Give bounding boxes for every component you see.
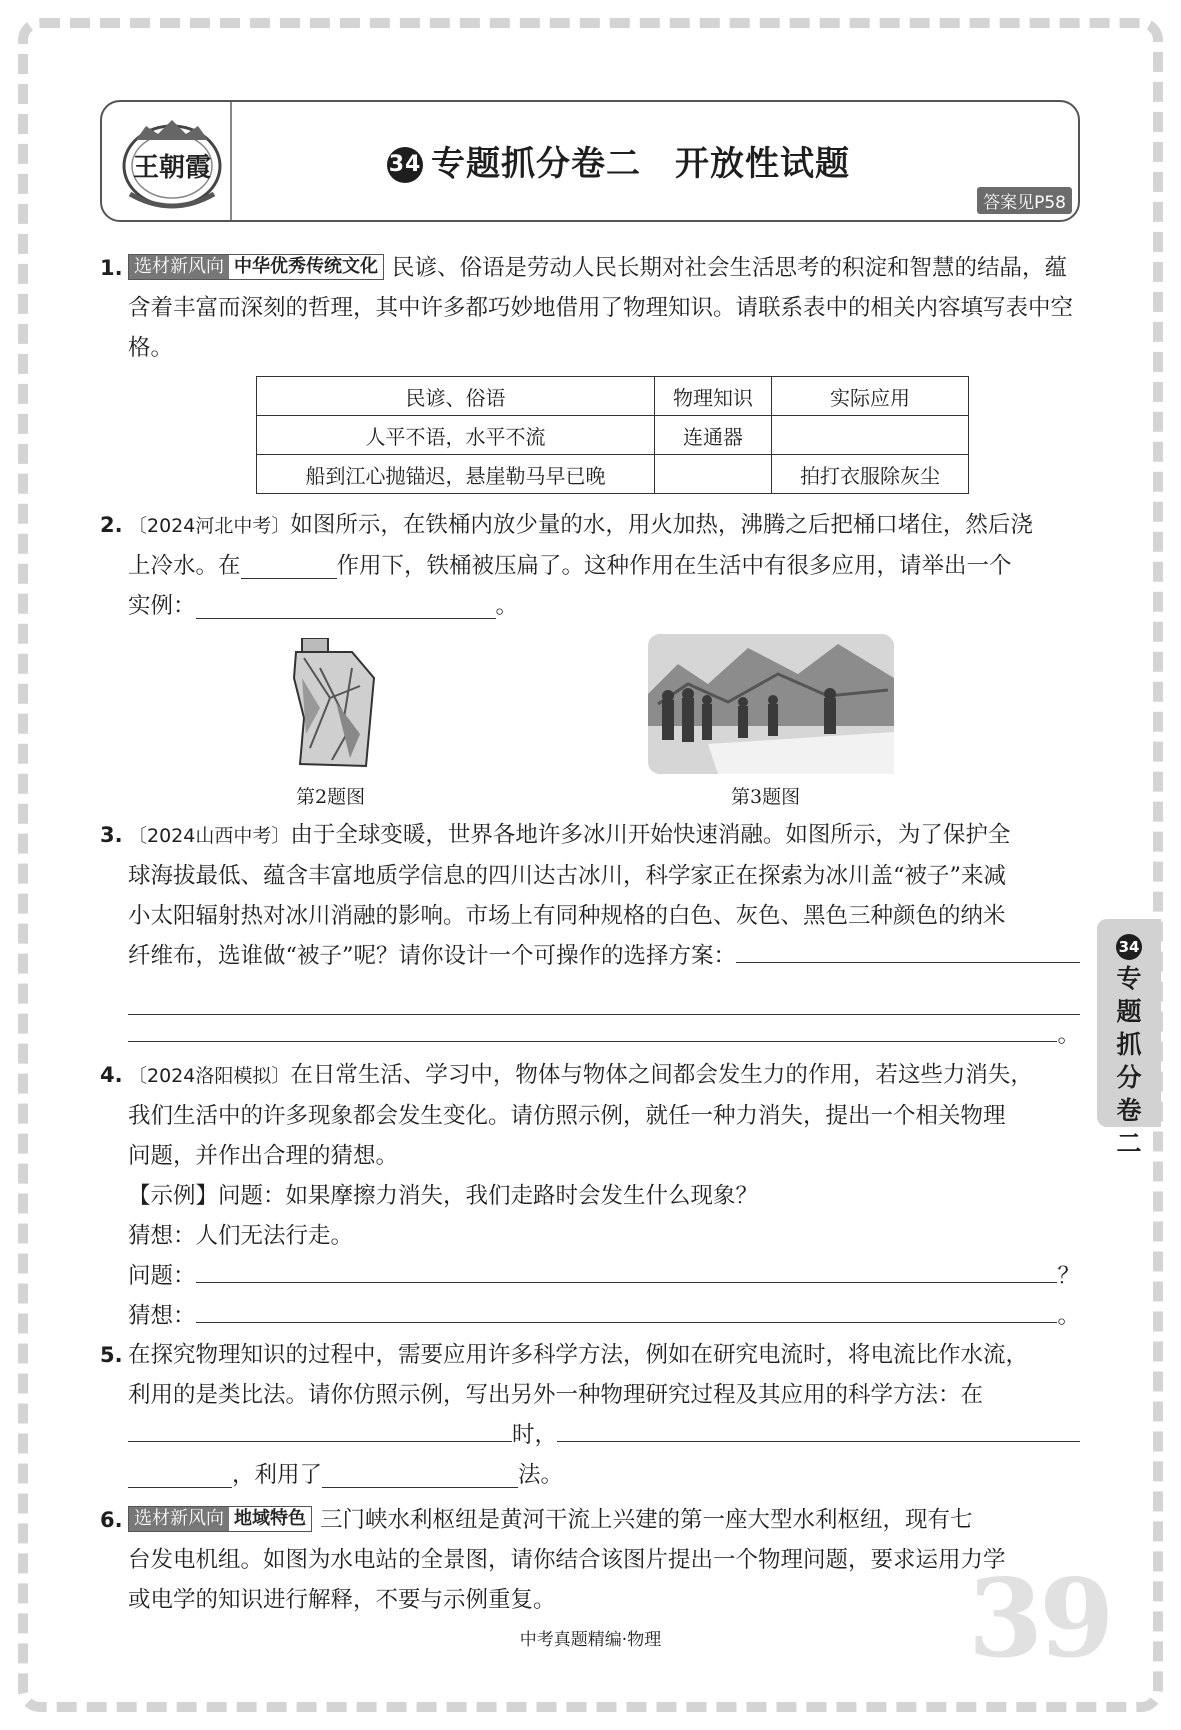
question-text: 利用的是类比法。请你仿照示例，写出另外一种物理研究过程及其应用的科学方法：在 (128, 1382, 984, 1408)
question-blank[interactable] (196, 1256, 1058, 1283)
answer-blank[interactable] (736, 936, 1080, 963)
question-text: 作用下，铁桶被压扁了。这种作用在生活中有很多应用，请举出一个 (336, 553, 1012, 579)
title-sub: 开放性试题 (675, 144, 850, 184)
table-header: 实际应用 (772, 377, 969, 416)
side-tab-char: 专 (1116, 964, 1142, 993)
answer-blank[interactable] (128, 1415, 512, 1442)
question-5: 5. 在探究物理知识的过程中，需要应用许多科学方法，例如在研究电流时，将电流比作水流， 利用的是类比法。请你仿照示例，写出另外一种物理研究过程及其应用的科学方法：在 时， ，利用了 法。 (100, 1335, 1080, 1495)
question-4: 4. 〔2024洛阳模拟〕在日常生活、学习中，物体与物体之间都会发生力的作用，若这些力消失， 我们生活中的许多现象都会发生变化。请仿照示例，就任一种力消失，提出一个相关物理 问题，并作出合理的猜想。 【示例】问题：如果摩擦力消失，我们走路时会发生什么现象？ 猜想：人们无法行走。 问题： ？ 猜想： 。 (100, 1055, 1080, 1336)
question-text: 或电学的知识进行解释，不要与示例重复。 (128, 1587, 556, 1613)
page-header (100, 100, 1080, 222)
glacier-photo (648, 634, 894, 774)
question-number: 1. (100, 256, 123, 280)
answer-line[interactable] (128, 976, 1080, 1015)
tag-value: 中华优秀传统文化 (234, 256, 378, 277)
topic-number-badge: 34 (387, 147, 423, 183)
question-6 (100, 1500, 1080, 1620)
tag-label: 选材新风向 (129, 1507, 229, 1531)
table-header: 民谚、俗语 (257, 377, 655, 416)
question-number: 3. (100, 823, 123, 847)
question-text: 在日常生活、学习中，物体与物体之间都会发生力的作用，若这些力消失， (290, 1062, 1033, 1088)
answer-blank[interactable] (128, 1015, 1057, 1042)
figure-2-caption: 第2题图 (296, 786, 366, 808)
question-text: 小太阳辐射热对冰川消融的影响。市场上有同种规格的白色、灰色、黑色三种颜色的纳米 (128, 903, 1006, 929)
table-cell: 船到江心抛锚迟，悬崖勒马早已晚 (257, 455, 655, 494)
question-text: 问题，并作出合理的猜想。 (128, 1143, 399, 1169)
question-text: 台发电机组。如图为水电站的全景图，请你结合该图片提出一个物理问题，要求运用力学 (128, 1547, 1006, 1573)
tag-label: 选材新风向 (129, 255, 229, 279)
answer-blank[interactable] (322, 1461, 518, 1488)
question-1 (100, 248, 1080, 368)
answer-blank[interactable] (128, 1461, 232, 1488)
logo-text: 王朝霞 (132, 153, 212, 183)
answer-cell[interactable] (772, 416, 969, 455)
figure-3-caption: 第3题图 (731, 786, 801, 808)
side-tab-char: 题 (1116, 997, 1142, 1026)
question-number: 4. (100, 1063, 123, 1087)
side-tab-char: 分 (1116, 1063, 1142, 1092)
guess-blank[interactable] (196, 1296, 1058, 1323)
page-number: 39 (968, 1556, 1111, 1682)
question-text: 如图所示，在铁桶内放少量的水，用火加热，沸腾之后把桶口堵住，然后浇 (290, 512, 1033, 538)
question-text: 球海拔最低、蕴含丰富地质学信息的四川达古冰川，科学家正在探索为冰川盖“被子”来减 (128, 863, 1007, 889)
question-source: 〔2024洛阳模拟〕 (128, 1065, 291, 1087)
question-source: 〔2024河北中考〕 (128, 515, 291, 537)
answer-blank[interactable] (196, 592, 496, 619)
side-tab-char: 抓 (1116, 1030, 1142, 1059)
question-source: 〔2024山西中考〕 (128, 825, 291, 847)
table-row (257, 416, 969, 455)
page-title (387, 136, 850, 185)
side-tab-char: 卷 (1116, 1096, 1142, 1125)
question-text: 在探究物理知识的过程中，需要应用许多科学方法，例如在研究电流时，将电流比作水流， (128, 1342, 1029, 1368)
table-cell: 连通器 (655, 416, 772, 455)
tag-value: 地域特色 (234, 1508, 306, 1529)
example-question: 【示例】问题：如果摩擦力消失，我们走路时会发生什么现象？ (128, 1183, 759, 1209)
question-text: 由于全球变暖，世界各地许多冰川开始快速消融。如图所示，为了保护全 (290, 822, 1011, 848)
table-header: 物理知识 (655, 377, 772, 416)
question-number: 6. (100, 1508, 123, 1532)
title-main: 专题抓分卷二 (431, 144, 641, 184)
question-text: 三门峡水利枢纽是黄河干流上兴建的第一座大型水利枢纽，现有七 (320, 1507, 973, 1533)
question-text: 我们生活中的许多现象都会发生变化。请仿照示例，就任一种力消失，提出一个相关物理 (128, 1103, 1006, 1129)
section-side-tab (1097, 919, 1161, 1158)
answer-reference-badge: 答案见P58 (977, 187, 1072, 214)
table-cell: 拍打衣服除灰尘 (772, 455, 969, 494)
answer-blank[interactable] (557, 1415, 1080, 1442)
topic-tag (128, 1506, 312, 1532)
question-text: 上冷水。在 (128, 553, 241, 579)
question-text: 纤维布，选谁做“被子”呢？请你设计一个可操作的选择方案： (128, 943, 737, 969)
table-cell: 人平不语，水平不流 (257, 416, 655, 455)
question-number: 5. (100, 1343, 123, 1367)
table-row (257, 455, 969, 494)
page-footer: 中考真题精编·物理 (519, 1630, 662, 1650)
question-number: 2. (100, 513, 123, 537)
example-answer: 猜想：人们无法行走。 (128, 1223, 354, 1249)
topic-tag (128, 254, 384, 280)
question-2: 2. 〔2024河北中考〕如图所示，在铁桶内放少量的水，用火加热，沸腾之后把桶口堵住，然后浇 上冷水。在 作用下，铁桶被压扁了。这种作用在生活中有很多应用，请举出一个 实例： 。 (100, 505, 1080, 626)
proverb-table (256, 376, 969, 494)
side-tab-char: 二 (1116, 1129, 1142, 1158)
side-tab-number: 34 (1116, 934, 1142, 960)
crushed-bucket-figure (290, 638, 380, 770)
logo-separator (230, 102, 232, 220)
logo-emblem-icon (116, 110, 228, 214)
answer-blank[interactable] (241, 552, 337, 579)
question-3: 3. 〔2024山西中考〕由于全球变暖，世界各地许多冰川开始快速消融。如图所示，为了保护全 球海拔最低、蕴含丰富地质学信息的四川达古冰川，科学家正在探索为冰川盖“被子”来减 小太阳辐射热对冰川消融的影响。市场上有同种规格的白色、灰色、黑色三种颜色的纳米 纤维布，选谁做“被子”呢？请你设计一个可操作的选择方案： 。 (100, 815, 1080, 1055)
question-text: 实例： (128, 593, 196, 619)
answer-cell[interactable] (655, 455, 772, 494)
question-text: 民谚、俗语是劳动人民长期对社会生活思考的积淀和智慧的结晶，蕴含着丰富而深刻的哲理，其中许多都巧妙地借用了物理知识。请联系表中的相关内容填写表中空格。 (128, 255, 1074, 361)
